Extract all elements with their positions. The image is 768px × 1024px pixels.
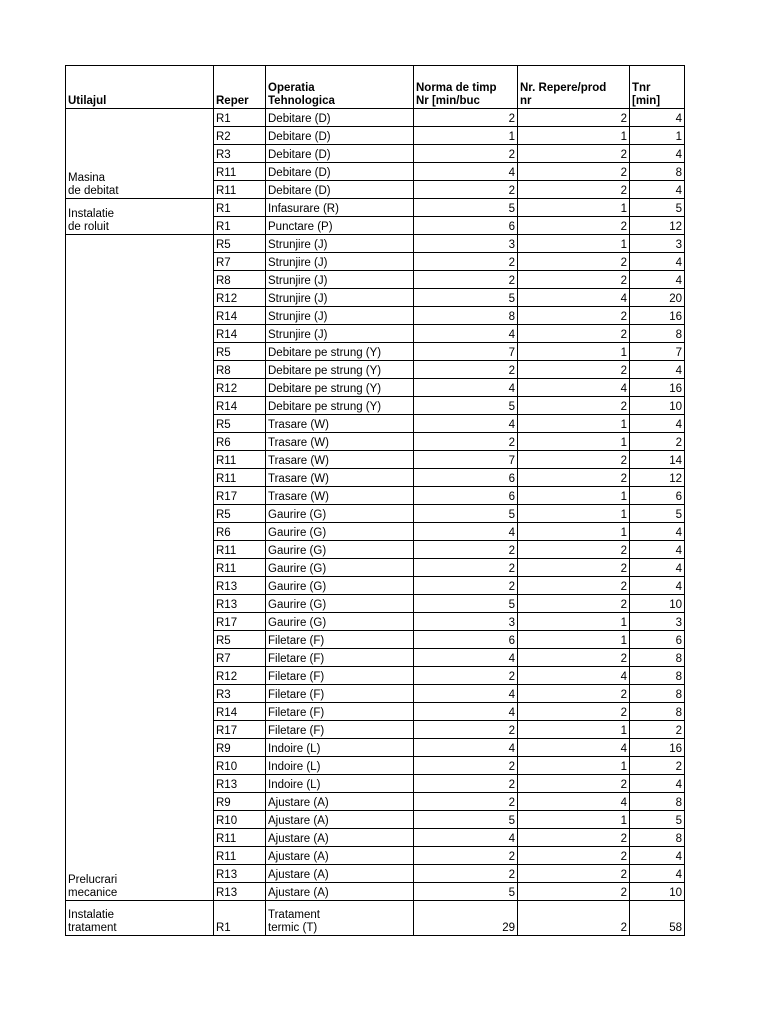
tnr-cell: 6 bbox=[630, 487, 685, 505]
reper-cell: R13 bbox=[214, 595, 266, 613]
operatia-cell: Strunjire (J) bbox=[266, 235, 414, 253]
norma-cell: 2 bbox=[414, 253, 518, 271]
table-row bbox=[66, 901, 685, 936]
reper-cell: R11 bbox=[214, 559, 266, 577]
header-nr-repere: Nr. Repere/prod nr bbox=[518, 66, 630, 109]
norma-cell: 4 bbox=[414, 415, 518, 433]
utilaj-name-line: Masina bbox=[68, 172, 106, 184]
norma-cell: 2 bbox=[414, 577, 518, 595]
reper-cell: R1 bbox=[214, 109, 266, 127]
norma-cell: 8 bbox=[414, 307, 518, 325]
tnr-cell: 4 bbox=[630, 865, 685, 883]
utilaj-cell bbox=[66, 235, 214, 901]
operatia-cell: Filetare (F) bbox=[266, 631, 414, 649]
nr-repere-cell: 4 bbox=[518, 379, 630, 397]
norma-cell: 5 bbox=[414, 595, 518, 613]
operatia-cell: Indoire (L) bbox=[266, 739, 414, 757]
table-row bbox=[66, 109, 685, 127]
tnr-cell: 4 bbox=[630, 109, 685, 127]
reper-cell: R14 bbox=[214, 703, 266, 721]
tnr-cell: 5 bbox=[630, 199, 685, 217]
reper-cell: R7 bbox=[214, 253, 266, 271]
nr-repere-cell: 1 bbox=[518, 721, 630, 739]
tnr-cell: 4 bbox=[630, 577, 685, 595]
nr-repere-cell: 1 bbox=[518, 523, 630, 541]
nr-repere-cell: 2 bbox=[518, 397, 630, 415]
nr-repere-cell: 1 bbox=[518, 199, 630, 217]
nr-repere-cell: 4 bbox=[518, 667, 630, 685]
tnr-cell: 16 bbox=[630, 739, 685, 757]
reper-cell: R11 bbox=[214, 451, 266, 469]
tnr-cell: 2 bbox=[630, 433, 685, 451]
tnr-cell: 8 bbox=[630, 163, 685, 181]
norma-cell: 4 bbox=[414, 649, 518, 667]
reper-cell: R10 bbox=[214, 811, 266, 829]
operatia-cell: Trasare (W) bbox=[266, 469, 414, 487]
reper-cell: R1 bbox=[214, 199, 266, 217]
operatia-cell: Filetare (F) bbox=[266, 649, 414, 667]
reper-cell: R14 bbox=[214, 325, 266, 343]
tnr-cell: 4 bbox=[630, 253, 685, 271]
norma-cell: 2 bbox=[414, 145, 518, 163]
operatia-cell: Strunjire (J) bbox=[266, 307, 414, 325]
nr-repere-cell: 2 bbox=[518, 577, 630, 595]
reper-cell: R3 bbox=[214, 145, 266, 163]
tnr-cell: 7 bbox=[630, 343, 685, 361]
tnr-cell: 14 bbox=[630, 451, 685, 469]
operatia-cell: Trasare (W) bbox=[266, 415, 414, 433]
tnr-cell: 8 bbox=[630, 325, 685, 343]
tnr-cell: 3 bbox=[630, 235, 685, 253]
norma-cell: 5 bbox=[414, 289, 518, 307]
norma-cell: 2 bbox=[414, 109, 518, 127]
tnr-cell: 8 bbox=[630, 685, 685, 703]
operatia-cell: Gaurire (G) bbox=[266, 505, 414, 523]
norma-cell: 4 bbox=[414, 523, 518, 541]
operatia-cell: Ajustare (A) bbox=[266, 865, 414, 883]
reper-cell: R17 bbox=[214, 721, 266, 739]
tnr-cell: 5 bbox=[630, 505, 685, 523]
operatia-cell: Strunjire (J) bbox=[266, 325, 414, 343]
nr-repere-cell: 4 bbox=[518, 289, 630, 307]
tnr-cell: 4 bbox=[630, 559, 685, 577]
reper-cell: R3 bbox=[214, 685, 266, 703]
operatia-cell: Infasurare (R) bbox=[266, 199, 414, 217]
tnr-cell: 10 bbox=[630, 595, 685, 613]
tnr-cell: 4 bbox=[630, 541, 685, 559]
reper-cell: R11 bbox=[214, 541, 266, 559]
tnr-cell: 4 bbox=[630, 523, 685, 541]
nr-repere-cell: 4 bbox=[518, 739, 630, 757]
operations-table bbox=[65, 65, 685, 936]
nr-repere-cell: 2 bbox=[518, 541, 630, 559]
nr-repere-cell: 2 bbox=[518, 595, 630, 613]
operatia-cell: Ajustare (A) bbox=[266, 883, 414, 901]
norma-cell: 5 bbox=[414, 811, 518, 829]
nr-repere-cell: 2 bbox=[518, 181, 630, 199]
norma-cell: 2 bbox=[414, 361, 518, 379]
operatia-cell: Ajustare (A) bbox=[266, 793, 414, 811]
reper-cell: R11 bbox=[214, 829, 266, 847]
operatia-cell: Debitare (D) bbox=[266, 163, 414, 181]
reper-cell: R13 bbox=[214, 865, 266, 883]
tnr-cell: 8 bbox=[630, 793, 685, 811]
operatia-cell: Ajustare (A) bbox=[266, 811, 414, 829]
operatia-cell: Gaurire (G) bbox=[266, 577, 414, 595]
reper-cell: R6 bbox=[214, 523, 266, 541]
reper-cell: R2 bbox=[214, 127, 266, 145]
operatia-cell-line: Tratament bbox=[268, 909, 320, 921]
reper-cell: R14 bbox=[214, 307, 266, 325]
norma-cell: 5 bbox=[414, 883, 518, 901]
reper-cell: R10 bbox=[214, 757, 266, 775]
table-body bbox=[66, 109, 685, 936]
norma-cell: 2 bbox=[414, 847, 518, 865]
nr-repere-cell: 2 bbox=[518, 361, 630, 379]
reper-cell: R14 bbox=[214, 397, 266, 415]
nr-repere-cell: 1 bbox=[518, 433, 630, 451]
norma-cell: 5 bbox=[414, 199, 518, 217]
operatia-cell: Debitare pe strung (Y) bbox=[266, 397, 414, 415]
operatia-cell: Strunjire (J) bbox=[266, 271, 414, 289]
tnr-cell: 4 bbox=[630, 145, 685, 163]
reper-cell: R9 bbox=[214, 739, 266, 757]
operatia-cell: Indoire (L) bbox=[266, 757, 414, 775]
reper-cell: R1 bbox=[214, 217, 266, 235]
nr-repere-cell: 2 bbox=[518, 559, 630, 577]
tnr-cell: 8 bbox=[630, 667, 685, 685]
reper-cell: R13 bbox=[214, 883, 266, 901]
norma-cell: 2 bbox=[414, 559, 518, 577]
tnr-cell: 12 bbox=[630, 217, 685, 235]
reper-cell: R12 bbox=[214, 379, 266, 397]
utilaj-cell bbox=[66, 199, 214, 235]
tnr-cell: 8 bbox=[630, 649, 685, 667]
operatia-cell: Strunjire (J) bbox=[266, 253, 414, 271]
utilaj-cell bbox=[66, 901, 214, 936]
nr-repere-cell: 2 bbox=[518, 829, 630, 847]
header-utilaj: Utilajul bbox=[66, 66, 214, 109]
norma-cell: 4 bbox=[414, 325, 518, 343]
utilaj-cell bbox=[66, 109, 214, 199]
operatia-cell: Debitare (D) bbox=[266, 127, 414, 145]
operatia-cell: Gaurire (G) bbox=[266, 541, 414, 559]
operatia-cell: Filetare (F) bbox=[266, 667, 414, 685]
operatia-cell: Gaurire (G) bbox=[266, 613, 414, 631]
norma-cell: 4 bbox=[414, 829, 518, 847]
tnr-cell: 10 bbox=[630, 883, 685, 901]
utilaj-name-line: de debitat bbox=[68, 185, 119, 197]
operatia-cell: Punctare (P) bbox=[266, 217, 414, 235]
nr-repere-cell: 1 bbox=[518, 811, 630, 829]
nr-repere-cell: 1 bbox=[518, 235, 630, 253]
nr-repere-cell: 1 bbox=[518, 343, 630, 361]
operatia-cell: Trasare (W) bbox=[266, 451, 414, 469]
operatia-cell: Indoire (L) bbox=[266, 775, 414, 793]
reper-cell: R11 bbox=[214, 163, 266, 181]
tnr-cell: 3 bbox=[630, 613, 685, 631]
tnr-cell: 8 bbox=[630, 703, 685, 721]
operatia-cell bbox=[266, 901, 414, 936]
reper-cell: R7 bbox=[214, 649, 266, 667]
nr-repere-cell: 1 bbox=[518, 757, 630, 775]
utilaj-name-line: de roluit bbox=[68, 221, 109, 233]
tnr-cell: 16 bbox=[630, 307, 685, 325]
norma-cell: 4 bbox=[414, 739, 518, 757]
tnr-cell: 10 bbox=[630, 397, 685, 415]
operatia-cell: Filetare (F) bbox=[266, 721, 414, 739]
reper-cell: R5 bbox=[214, 505, 266, 523]
norma-cell: 4 bbox=[414, 163, 518, 181]
nr-repere-cell: 2 bbox=[518, 469, 630, 487]
norma-cell: 2 bbox=[414, 793, 518, 811]
nr-repere-cell: 2 bbox=[518, 703, 630, 721]
norma-cell: 2 bbox=[414, 721, 518, 739]
norma-cell: 2 bbox=[414, 865, 518, 883]
reper-cell: R17 bbox=[214, 613, 266, 631]
header-operatia: Operatia Tehnologica bbox=[266, 66, 414, 109]
tnr-cell: 20 bbox=[630, 289, 685, 307]
header-norma: Norma de timp Nr [min/buc bbox=[414, 66, 518, 109]
nr-repere-cell: 1 bbox=[518, 415, 630, 433]
nr-repere-cell: 2 bbox=[518, 109, 630, 127]
reper-cell: R6 bbox=[214, 433, 266, 451]
tnr-cell: 4 bbox=[630, 775, 685, 793]
norma-cell: 7 bbox=[414, 343, 518, 361]
utilaj-name-line: mecanice bbox=[68, 887, 118, 899]
nr-repere-cell: 2 bbox=[518, 685, 630, 703]
reper-cell: R8 bbox=[214, 271, 266, 289]
reper-cell: R5 bbox=[214, 343, 266, 361]
norma-cell: 5 bbox=[414, 397, 518, 415]
nr-repere-cell: 1 bbox=[518, 613, 630, 631]
nr-repere-cell: 2 bbox=[518, 775, 630, 793]
norma-cell: 2 bbox=[414, 541, 518, 559]
norma-cell: 4 bbox=[414, 685, 518, 703]
nr-repere-cell: 2 bbox=[518, 325, 630, 343]
header-reper: Reper bbox=[214, 66, 266, 109]
operatia-cell: Debitare (D) bbox=[266, 181, 414, 199]
norma-cell: 6 bbox=[414, 631, 518, 649]
norma-cell: 2 bbox=[414, 775, 518, 793]
reper-cell: R13 bbox=[214, 775, 266, 793]
norma-cell: 3 bbox=[414, 613, 518, 631]
reper-cell: R12 bbox=[214, 667, 266, 685]
operatia-cell: Debitare (D) bbox=[266, 109, 414, 127]
nr-repere-cell: 1 bbox=[518, 505, 630, 523]
utilaj-name-line: Instalatie bbox=[68, 208, 115, 220]
nr-repere-cell: 2 bbox=[518, 163, 630, 181]
nr-repere-cell: 2 bbox=[518, 847, 630, 865]
norma-cell: 5 bbox=[414, 505, 518, 523]
header-row bbox=[66, 66, 685, 109]
reper-cell: R13 bbox=[214, 577, 266, 595]
operatia-cell: Debitare pe strung (Y) bbox=[266, 361, 414, 379]
reper-cell: R11 bbox=[214, 847, 266, 865]
norma-cell: 1 bbox=[414, 127, 518, 145]
tnr-cell: 4 bbox=[630, 181, 685, 199]
norma-cell: 4 bbox=[414, 703, 518, 721]
reper-cell: R12 bbox=[214, 289, 266, 307]
utilaj-name-line: tratament bbox=[68, 922, 117, 934]
tnr-cell: 5 bbox=[630, 811, 685, 829]
tnr-cell: 58 bbox=[630, 901, 685, 936]
reper-cell: R5 bbox=[214, 415, 266, 433]
reper-cell: R5 bbox=[214, 631, 266, 649]
reper-cell: R5 bbox=[214, 235, 266, 253]
tnr-cell: 6 bbox=[630, 631, 685, 649]
norma-cell: 2 bbox=[414, 757, 518, 775]
nr-repere-cell: 2 bbox=[518, 865, 630, 883]
utilaj-name-line: Prelucrari bbox=[68, 874, 118, 886]
operatia-cell: Gaurire (G) bbox=[266, 559, 414, 577]
operatia-cell: Gaurire (G) bbox=[266, 595, 414, 613]
reper-cell: R17 bbox=[214, 487, 266, 505]
operatia-cell: Debitare (D) bbox=[266, 145, 414, 163]
nr-repere-cell: 2 bbox=[518, 271, 630, 289]
operatia-cell: Trasare (W) bbox=[266, 487, 414, 505]
tnr-cell: 1 bbox=[630, 127, 685, 145]
norma-cell: 6 bbox=[414, 487, 518, 505]
operatia-cell: Filetare (F) bbox=[266, 685, 414, 703]
norma-cell: 2 bbox=[414, 433, 518, 451]
nr-repere-cell: 1 bbox=[518, 127, 630, 145]
tnr-cell: 12 bbox=[630, 469, 685, 487]
nr-repere-cell: 1 bbox=[518, 631, 630, 649]
norma-cell: 2 bbox=[414, 667, 518, 685]
nr-repere-cell: 2 bbox=[518, 145, 630, 163]
norma-cell: 3 bbox=[414, 235, 518, 253]
nr-repere-cell: 2 bbox=[518, 901, 630, 936]
reper-cell: R11 bbox=[214, 181, 266, 199]
norma-cell: 2 bbox=[414, 271, 518, 289]
tnr-cell: 2 bbox=[630, 721, 685, 739]
norma-cell: 6 bbox=[414, 217, 518, 235]
operatia-cell-line: termic (T) bbox=[268, 922, 318, 934]
tnr-cell: 4 bbox=[630, 361, 685, 379]
reper-cell: R8 bbox=[214, 361, 266, 379]
tnr-cell: 4 bbox=[630, 847, 685, 865]
norma-cell: 2 bbox=[414, 181, 518, 199]
operatia-cell: Filetare (F) bbox=[266, 703, 414, 721]
nr-repere-cell: 2 bbox=[518, 883, 630, 901]
norma-cell: 29 bbox=[414, 901, 518, 936]
nr-repere-cell: 2 bbox=[518, 307, 630, 325]
nr-repere-cell: 2 bbox=[518, 451, 630, 469]
tnr-cell: 16 bbox=[630, 379, 685, 397]
operatia-cell: Ajustare (A) bbox=[266, 847, 414, 865]
reper-cell: R9 bbox=[214, 793, 266, 811]
nr-repere-cell: 4 bbox=[518, 793, 630, 811]
nr-repere-cell: 2 bbox=[518, 649, 630, 667]
norma-cell: 6 bbox=[414, 469, 518, 487]
operatia-cell: Gaurire (G) bbox=[266, 523, 414, 541]
tnr-cell: 2 bbox=[630, 757, 685, 775]
tnr-cell: 4 bbox=[630, 271, 685, 289]
reper-cell: R11 bbox=[214, 469, 266, 487]
header-tnr: Tnr [min] bbox=[630, 66, 685, 109]
norma-cell: 4 bbox=[414, 379, 518, 397]
operatia-cell: Trasare (W) bbox=[266, 433, 414, 451]
nr-repere-cell: 2 bbox=[518, 217, 630, 235]
operatia-cell: Strunjire (J) bbox=[266, 289, 414, 307]
tnr-cell: 8 bbox=[630, 829, 685, 847]
table-row bbox=[66, 235, 685, 253]
operatia-cell: Ajustare (A) bbox=[266, 829, 414, 847]
nr-repere-cell: 1 bbox=[518, 487, 630, 505]
reper-cell: R1 bbox=[214, 901, 266, 936]
operatia-cell: Debitare pe strung (Y) bbox=[266, 379, 414, 397]
norma-cell: 7 bbox=[414, 451, 518, 469]
utilaj-name-line: Instalatie bbox=[68, 909, 115, 921]
nr-repere-cell: 2 bbox=[518, 253, 630, 271]
operatia-cell: Debitare pe strung (Y) bbox=[266, 343, 414, 361]
table-row bbox=[66, 199, 685, 217]
tnr-cell: 4 bbox=[630, 415, 685, 433]
